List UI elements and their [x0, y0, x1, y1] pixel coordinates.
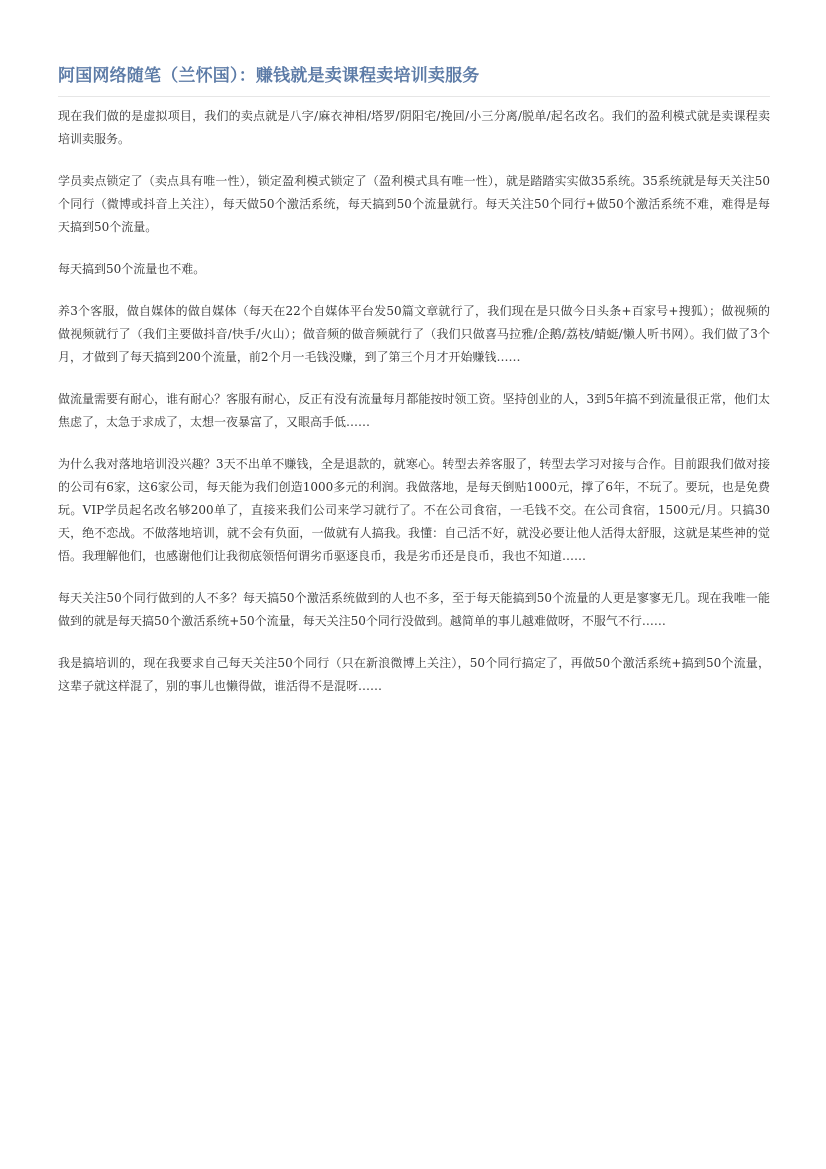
paragraph-8: 我是搞培训的，现在我要求自己每天关注50个同行（只在新浪微博上关注），50个同行搞定了，再做50个激活系统+搞到50个流量，这辈子就这样混了，别的事儿也懒得做，谁活得不是混呀……	[58, 656, 770, 693]
paragraph-6: 为什么我对落地培训没兴趣？3天不出单不赚钱，全是退款的，就寒心。转型去养客服了，转型去学习对接与合作。目前跟我们做对接的公司有6家，这6家公司，每天能为我们创造1000多元的利润。我做落地，是每天倒贴1000元，撑了6年，不玩了。要玩，也是免费玩。VIP学员起名改名够200单了，直接来我们公司来学习就行了。不在公司食宿，一毛钱不交。在公司食宿，1500元/月。只搞30天，绝不恋战。不做落地培训，就不会有负面，一做就有人搞我。我懂：自己活不好，就没必要让他人活得太舒服，这就是某些神的觉悟。我理解他们，也感谢他们让我彻底领悟何谓劣币驱逐良币，我是劣币还是良币，我也不知道……	[58, 457, 770, 563]
paragraph-4: 养3个客服，做自媒体的做自媒体（每天在22个自媒体平台发50篇文章就行了，我们现在是只做今日头条+百家号+搜狐）；做视频的做视频就行了（我们主要做抖音/快手/火山）；做音频的做音频就行了（我们只做喜马拉雅/企鹅/荔枝/蜻蜓/懒人听书网）。我们做了3个月，才做到了每天搞到200个流量，前2个月一毛钱没赚，到了第三个月才开始赚钱……	[58, 304, 770, 364]
article-title: 阿国网络随笔（兰怀国）：赚钱就是卖课程卖培训卖服务	[58, 62, 770, 97]
article-body	[58, 105, 770, 698]
paragraph-5: 做流量需要有耐心，谁有耐心？客服有耐心，反正有没有流量每月都能按时领工资。坚持创业的人，3到5年搞不到流量很正常，他们太焦虑了，太急于求成了，太想一夜暴富了，又眼高手低……	[58, 392, 770, 429]
paragraph-3: 每天搞到50个流量也不难。	[58, 262, 206, 276]
article	[58, 62, 770, 717]
paragraph-2: 学员卖点锁定了（卖点具有唯一性），锁定盈利模式锁定了（盈利模式具有唯一性），就是踏踏实实做35系统。35系统就是每天关注50个同行（微博或抖音上关注），每天做50个激活系统，每天搞到50个流量就行。每天关注50个同行+做50个激活系统不难，难得是每天搞到50个流量。	[58, 174, 770, 234]
paragraph-7: 每天关注50个同行做到的人不多？每天搞50个激活系统做到的人也不多，至于每天能搞到50个流量的人更是寥寥无几。现在我唯一能做到的就是每天搞50个激活系统+50个流量，每天关注50个同行没做到。越简单的事儿越难做呀，不服气不行……	[58, 591, 770, 628]
paragraph-1: 现在我们做的是虚拟项目，我们的卖点就是八字/麻衣神相/塔罗/阴阳宅/挽回/小三分离/脱单/起名改名。我们的盈利模式就是卖课程卖培训卖服务。	[58, 109, 770, 146]
